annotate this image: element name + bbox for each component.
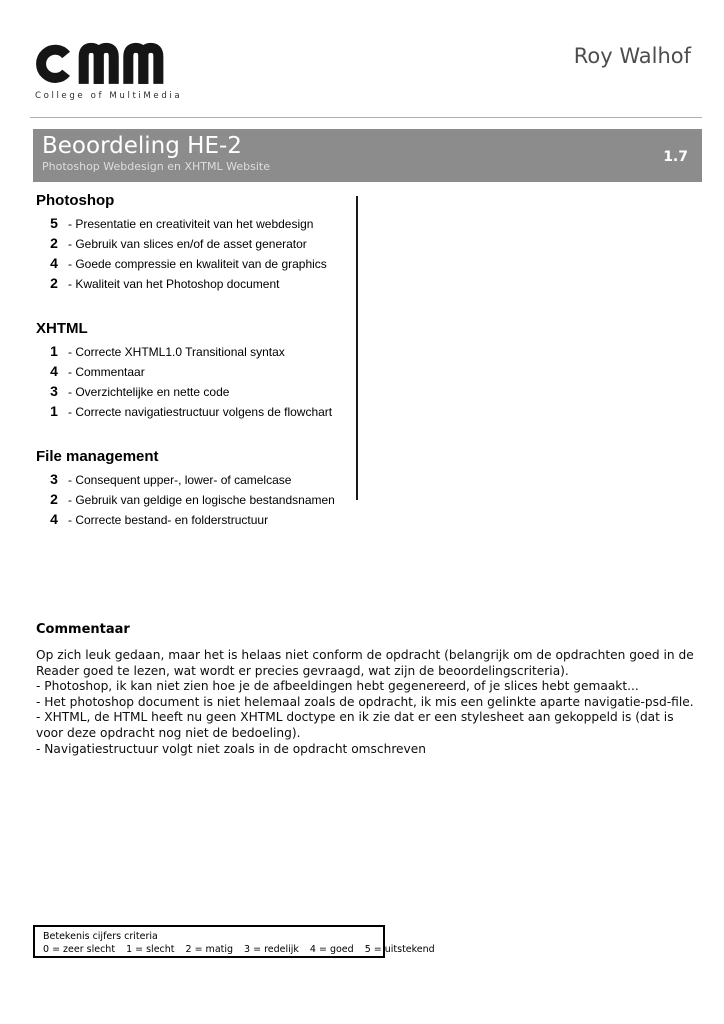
criteria-section	[36, 448, 346, 531]
criterion-score: 3	[50, 383, 58, 399]
comment-paragraph: Op zich leuk gedaan, maar het is helaas niet conform de opdracht (belangrijk om de opdrachten goed in de Reader goed te lezen, wat wordt er precies gevraagd, wat zijn de beoordelingscriteria).	[36, 648, 694, 678]
criterion-text: - Goede compressie en kwaliteit van de graphics	[68, 257, 327, 271]
criterion-row	[36, 471, 346, 491]
logo-tagline: College of MultiMedia	[35, 91, 183, 101]
criterion-row	[36, 275, 346, 295]
criterion-text: - Correcte XHTML1.0 Transitional syntax	[68, 345, 285, 359]
criterion-row	[36, 403, 346, 423]
criterion-score: 1	[50, 403, 58, 419]
header-divider	[30, 117, 702, 118]
criterion-score: 2	[50, 275, 58, 291]
criterion-text: - Correcte bestand- en folderstructuur	[68, 513, 269, 527]
cmm-logo	[35, 38, 183, 101]
criterion-score: 4	[50, 255, 58, 271]
criterion-score: 4	[50, 511, 58, 527]
cmm-logo-icon	[35, 38, 167, 86]
criterion-text: - Commentaar	[68, 365, 145, 379]
criterion-text: - Gebruik van slices en/of de asset generator	[68, 237, 307, 251]
criterion-score: 3	[50, 471, 58, 487]
criterion-text: - Correcte navigatiestructuur volgens de flowchart	[68, 405, 333, 419]
comment-paragraph: - Photoshop, ik kan niet zien hoe je de afbeeldingen hebt gegenereerd, of je slices hebt gemaakt...	[36, 679, 639, 694]
comment-body	[36, 648, 694, 757]
criterion-text: - Gebruik van geldige en logische bestandsnamen	[68, 493, 335, 507]
comment-paragraph: - XHTML, de HTML heeft nu geen XHTML doctype en ik zie dat er een stylesheet aan gekoppeld is (dat is voor deze opdracht nog niet de bedoeling).	[36, 710, 674, 740]
legend-scale-item: 2 = matig	[185, 944, 234, 955]
section-heading: Photoshop	[36, 192, 115, 209]
criterion-row	[36, 511, 346, 531]
document-title: Beoordeling HE-2	[42, 133, 242, 159]
legend-scale	[43, 943, 435, 956]
section-heading: File management	[36, 448, 159, 465]
criterion-row	[36, 491, 346, 511]
criterion-score: 2	[50, 235, 58, 251]
section-heading: XHTML	[36, 320, 88, 337]
criterion-text: - Presentatie en creativiteit van het webdesign	[68, 217, 314, 231]
criterion-row	[36, 255, 346, 275]
legend-scale-item: 5 = uitstekend	[364, 944, 435, 955]
criterion-row	[36, 383, 346, 403]
criterion-row	[36, 343, 346, 363]
title-bar	[33, 129, 702, 182]
criteria-section	[36, 192, 346, 295]
comment-paragraph: - Navigatiestructuur volgt niet zoals in de opdracht omschreven	[36, 741, 426, 756]
criterion-text: - Consequent upper-, lower- of camelcase	[68, 473, 292, 487]
criterion-score: 5	[50, 215, 58, 231]
criterion-row	[36, 363, 346, 383]
legend-scale-item: 3 = redelijk	[244, 944, 299, 955]
criterion-score: 2	[50, 491, 58, 507]
legend-scale-item: 4 = goed	[309, 944, 354, 955]
version-badge: 1.7	[663, 149, 688, 165]
criteria-sections	[36, 192, 346, 556]
criterion-score: 4	[50, 363, 58, 379]
comment-heading: Commentaar	[36, 622, 130, 637]
person-name: Roy Walhof	[573, 44, 691, 68]
criterion-row	[36, 215, 346, 235]
criterion-text: - Overzichtelijke en nette code	[68, 385, 230, 399]
criteria-section	[36, 320, 346, 423]
legend-scale-item: 0 = zeer slecht	[43, 944, 116, 955]
criterion-score: 1	[50, 343, 58, 359]
legend-scale-item: 1 = slecht	[126, 944, 175, 955]
criterion-row	[36, 235, 346, 255]
legend-title: Betekenis cijfers criteria	[43, 931, 158, 942]
comment-section	[36, 622, 694, 757]
criteria-vertical-divider	[356, 196, 358, 500]
document-subtitle: Photoshop Webdesign en XHTML Website	[42, 160, 270, 173]
criterion-text: - Kwaliteit van het Photoshop document	[68, 277, 280, 291]
comment-paragraph: - Het photoshop document is niet helemaal zoals de opdracht, ik mis een gelinkte aparte navigatie-psd-file.	[36, 694, 694, 709]
legend-box	[33, 925, 435, 958]
